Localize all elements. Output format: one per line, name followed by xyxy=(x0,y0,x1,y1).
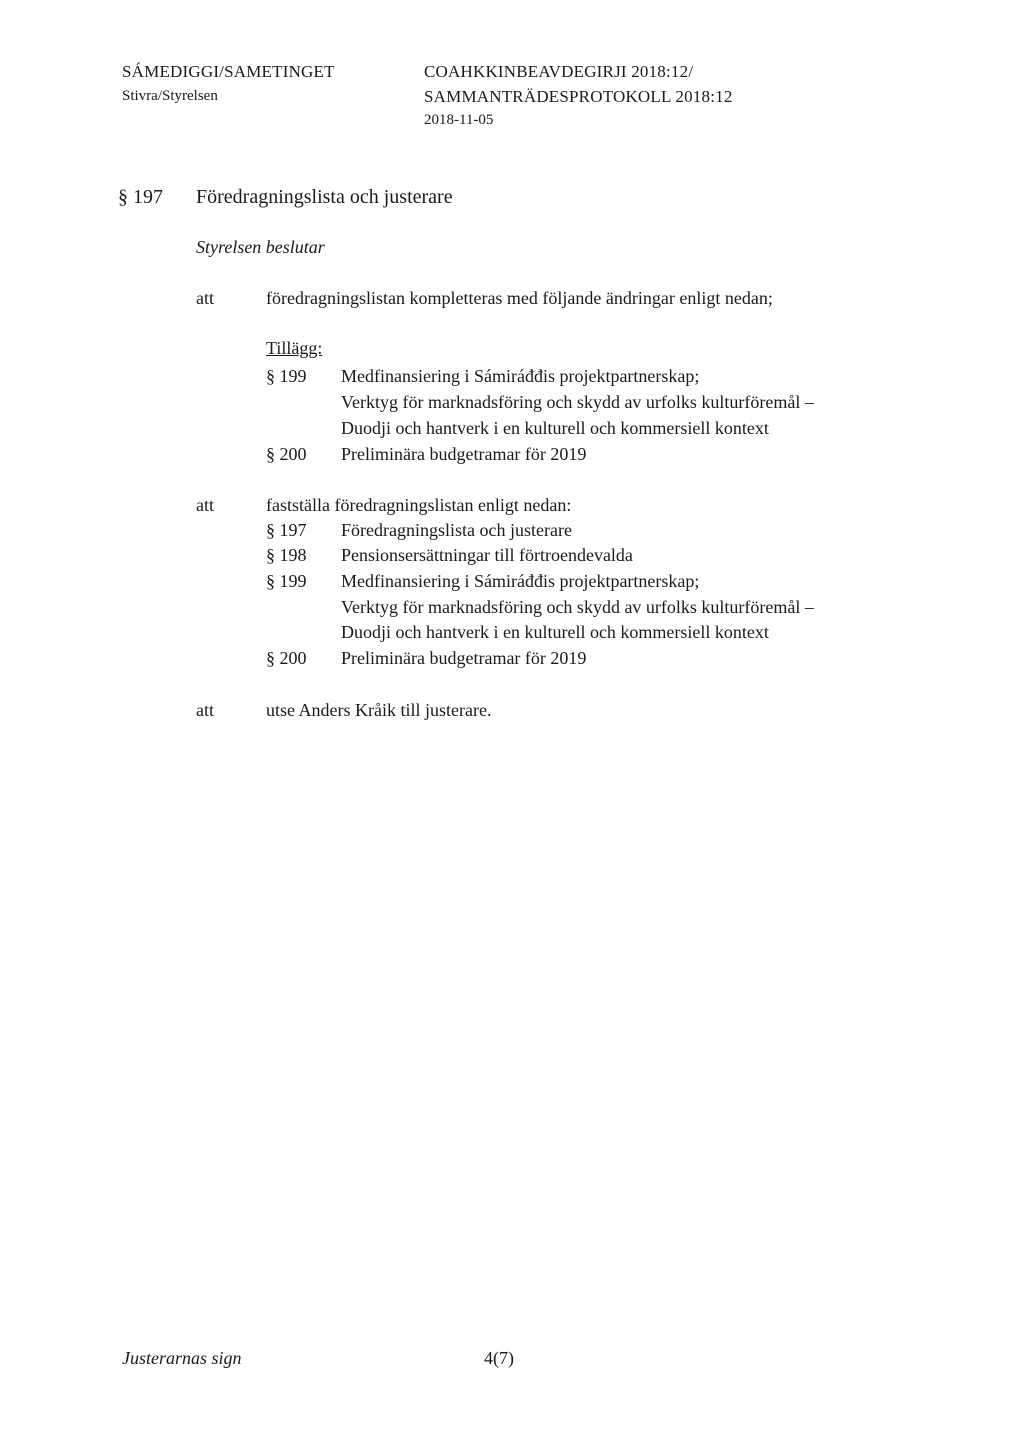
item-number: § 200 xyxy=(266,648,307,668)
clause2-att: att xyxy=(196,495,214,515)
item-number: § 199 xyxy=(266,571,307,591)
protocol-title-swedish: SAMMANTRÄDESPROTOKOLL 2018:12 xyxy=(424,87,733,106)
clause2-text: fastställa föredragningslistan enligt nedan: xyxy=(266,495,572,515)
item-text: Pensionsersättningar till förtroendevalda xyxy=(341,545,633,565)
item-text: Medfinansiering i Sámiráđđis projektpartnerskap; xyxy=(341,366,700,386)
section-number: § 197 xyxy=(118,186,163,208)
protocol-title-sami: COAHKKINBEAVDEGIRJI 2018:12/ xyxy=(424,62,694,81)
item-text: Duodji och hantverk i en kulturell och kommersiell kontext xyxy=(341,418,769,438)
item-number: § 198 xyxy=(266,545,307,565)
item-text: Föredragningslista och justerare xyxy=(341,520,572,540)
addition-label: Tillägg: xyxy=(266,338,323,358)
item-number: § 200 xyxy=(266,444,307,464)
organization-name: SÁMEDIGGI/SAMETINGET xyxy=(122,62,335,81)
clause3-att: att xyxy=(196,700,214,720)
clause1-att: att xyxy=(196,288,214,308)
clause1-text: föredragningslistan kompletteras med följande ändringar enligt nedan; xyxy=(266,288,773,308)
item-text: Verktyg för marknadsföring och skydd av urfolks kulturföremål – xyxy=(341,597,814,617)
item-text: Duodji och hantverk i en kulturell och kommersiell kontext xyxy=(341,622,769,642)
decision-heading: Styrelsen beslutar xyxy=(196,237,325,257)
item-text: Preliminära budgetramar för 2019 xyxy=(341,444,587,464)
item-number: § 197 xyxy=(266,520,307,540)
item-number: § 199 xyxy=(266,366,307,386)
item-text: Verktyg för marknadsföring och skydd av urfolks kulturföremål – xyxy=(341,392,814,412)
signature-label: Justerarnas sign xyxy=(122,1348,242,1368)
organization-unit: Stivra/Styrelsen xyxy=(122,88,218,104)
clause3-text: utse Anders Kråik till justerare. xyxy=(266,700,492,720)
item-text: Preliminära budgetramar för 2019 xyxy=(341,648,587,668)
item-text: Medfinansiering i Sámiráđđis projektpartnerskap; xyxy=(341,571,700,591)
section-title: Föredragningslista och justerare xyxy=(196,186,453,208)
protocol-date: 2018-11-05 xyxy=(424,112,494,128)
page-number: 4(7) xyxy=(484,1348,514,1368)
